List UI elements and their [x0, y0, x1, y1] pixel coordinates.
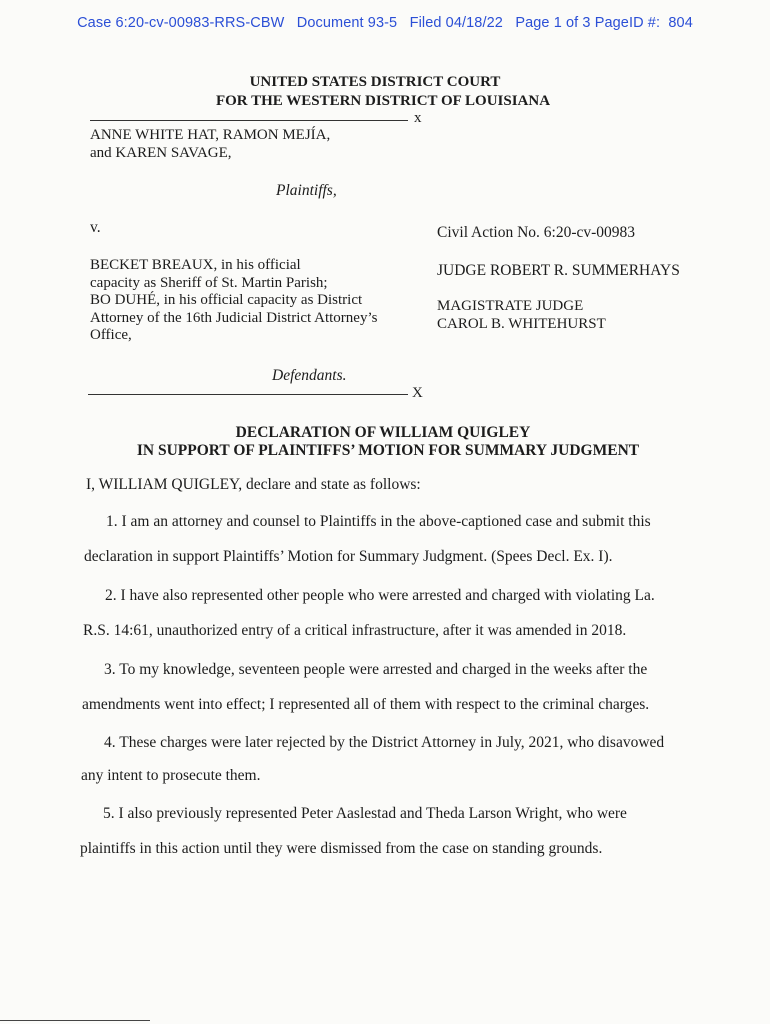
defendant-line: BECKET BREAUX, in his official: [90, 257, 301, 273]
paragraph-3-line1: 3. To my knowledge, seventeen people were arrested and charged in the weeks after the: [104, 661, 648, 678]
magistrate-line1: MAGISTRATE JUDGE: [437, 298, 584, 314]
page-info: Page 1 of 3 PageID #:: [515, 15, 661, 31]
document-number: Document 93-5: [296, 15, 398, 31]
defendants-names: [90, 257, 377, 345]
paragraph-1-line2: declaration in support Plaintiffs’ Motion for Summary Judgment. (Spees Decl. Ex. I).: [84, 548, 613, 565]
filing-header: [0, 15, 770, 31]
civil-action-number: Civil Action No. 6:20-cv-00983: [437, 224, 636, 241]
paragraph-2-line2: R.S. 14:61, unauthorized entry of a critical infrastructure, after it was amended in 2018.: [83, 622, 627, 639]
footer-rule: [0, 1020, 150, 1021]
declaration-title-line2: IN SUPPORT OF PLAINTIFFS’ MOTION FOR SUMMARY JUDGMENT: [136, 442, 640, 459]
plaintiffs-line2: and KAREN SAVAGE,: [90, 144, 232, 161]
case-number: Case 6:20-cv-00983-RRS-CBW: [77, 15, 285, 31]
page-id: 804: [668, 15, 693, 31]
caption-divider-mark-top: x: [414, 110, 422, 126]
magistrate-line2: CAROL B. WHITEHURST: [437, 315, 606, 332]
court-name-line1: UNITED STATES DISTRICT COURT: [249, 74, 501, 90]
paragraph-4-line2: any intent to prosecute them.: [81, 767, 261, 784]
versus: v.: [90, 219, 101, 236]
defendant-line: capacity as Sheriff of St. Martin Parish;: [90, 274, 328, 291]
plaintiffs-line1: ANNE WHITE HAT, RAMON MEJÍA,: [90, 127, 331, 143]
defendant-line: Office,: [90, 327, 132, 343]
defendant-line: Attorney of the 16th Judicial District Attorney’s: [90, 309, 378, 326]
paragraph-3-line2: amendments went into effect; I represented all of them with respect to the criminal charges.: [82, 696, 650, 713]
court-name-line2: FOR THE WESTERN DISTRICT OF LOUISIANA: [215, 93, 551, 109]
paragraph-2-line1: 2. I have also represented other people who were arrested and charged with violating La.: [105, 587, 655, 604]
paragraph-4-line1: 4. These charges were later rejected by the District Attorney in July, 2021, who disavowed: [104, 734, 665, 751]
paragraph-1-line1: 1. I am an attorney and counsel to Plaintiffs in the above-captioned case and submit this: [106, 513, 651, 530]
intro-statement: I, WILLIAM QUIGLEY, declare and state as follows:: [86, 476, 421, 493]
district-judge: JUDGE ROBERT R. SUMMERHAYS: [437, 262, 680, 279]
plaintiffs-names: [90, 127, 330, 162]
defendants-label: Defendants.: [272, 367, 347, 384]
plaintiffs-label: Plaintiffs,: [276, 182, 337, 199]
caption-divider-mark-bottom: X: [412, 385, 423, 401]
paragraph-5-line2: plaintiffs in this action until they were dismissed from the case on standing grounds.: [80, 840, 603, 857]
declaration-title-line1: DECLARATION OF WILLIAM QUIGLEY: [235, 424, 531, 441]
caption-divider-bottom: [88, 394, 408, 395]
paragraph-5-line1: 5. I also previously represented Peter Aaslestad and Theda Larson Wright, who were: [103, 805, 627, 822]
magistrate-judge: [437, 298, 606, 333]
defendant-line: BO DUHÉ, in his official capacity as District: [90, 292, 363, 308]
filed-date: Filed 04/18/22: [409, 15, 503, 31]
caption-divider-top: [90, 120, 408, 121]
